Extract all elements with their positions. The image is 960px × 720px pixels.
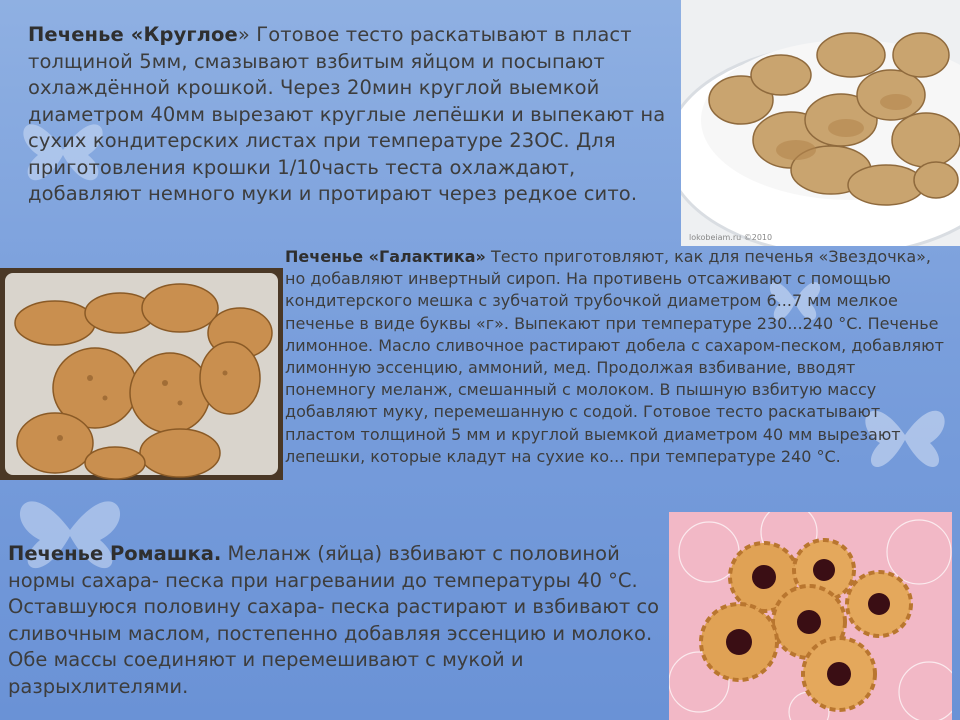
romashka-illustration [669, 512, 952, 720]
section-body: Тесто приготовляют, как для печенья «Звездочка», но добавляют инвертный сироп. На противень отсаживают с помощью кондитерского мешка с зубчатой трубочкой диаметром 6...7 мм мелкое печенье в виде буквы «г». Выпекают при температуре 230...240 °С. Печенье лимонное. Масло сливочное растирают добела с сахаром-песком, добавляют лимонную эссенцию, аммоний, мед. Продолжая взбивание, вводят понемногу меланж, смешанный с молоком. В пышную взбитую массу добавляют муку, перемешанную с содой. Готовое тесто раскатывают пластом толщиной 5 мм и круглой выемкой диаметром 40 мм вырезают лепешки, которые кладут на сухие ко... при температуре 240 °С. [285, 247, 944, 466]
section-body: Меланж (яйца) взбивают с половиной нормы сахара- песка при нагревании до температуры 40 °С. Оставшуюся половину сахара- песка растирают и взбивают со сливочным маслом, постепенно добавляя эссенцию и молоко. Обе массы соединяют и перемешивают с мукой и разрыхлителями. [8, 542, 660, 698]
section-heading: Печенье Ромашка. [8, 542, 222, 565]
section-cookie-romashka [8, 541, 668, 700]
photo-cookies-tray [0, 268, 283, 480]
photo-watermark: lokobeiam.ru ©2010 [689, 233, 773, 242]
photo-cookies-bowl [681, 0, 960, 246]
bowl-illustration [681, 0, 960, 246]
section-cookie-galaktika [285, 246, 950, 468]
section-body: » Готовое тесто раскатывают в пласт толщиной 5мм, смазывают взбитым яйцом и посыпают охлаждённой крошкой. Через 20мин круглой выемкой диаметром 40мм вырезают круглые лепёшки и выпекают на сухих кондитерских листах при температуре 23ОС. Для приготовления крошки 1/10часть теста охлаждают, добавляют немного муки и протирают через редкое сито. [28, 23, 666, 205]
photo-romashka-cookies [669, 512, 952, 720]
section-cookie-round [28, 22, 678, 208]
tray-illustration [0, 268, 283, 480]
section-heading: Печенье «Галактика» [285, 247, 486, 266]
section-heading: Печенье «Круглое [28, 23, 238, 46]
